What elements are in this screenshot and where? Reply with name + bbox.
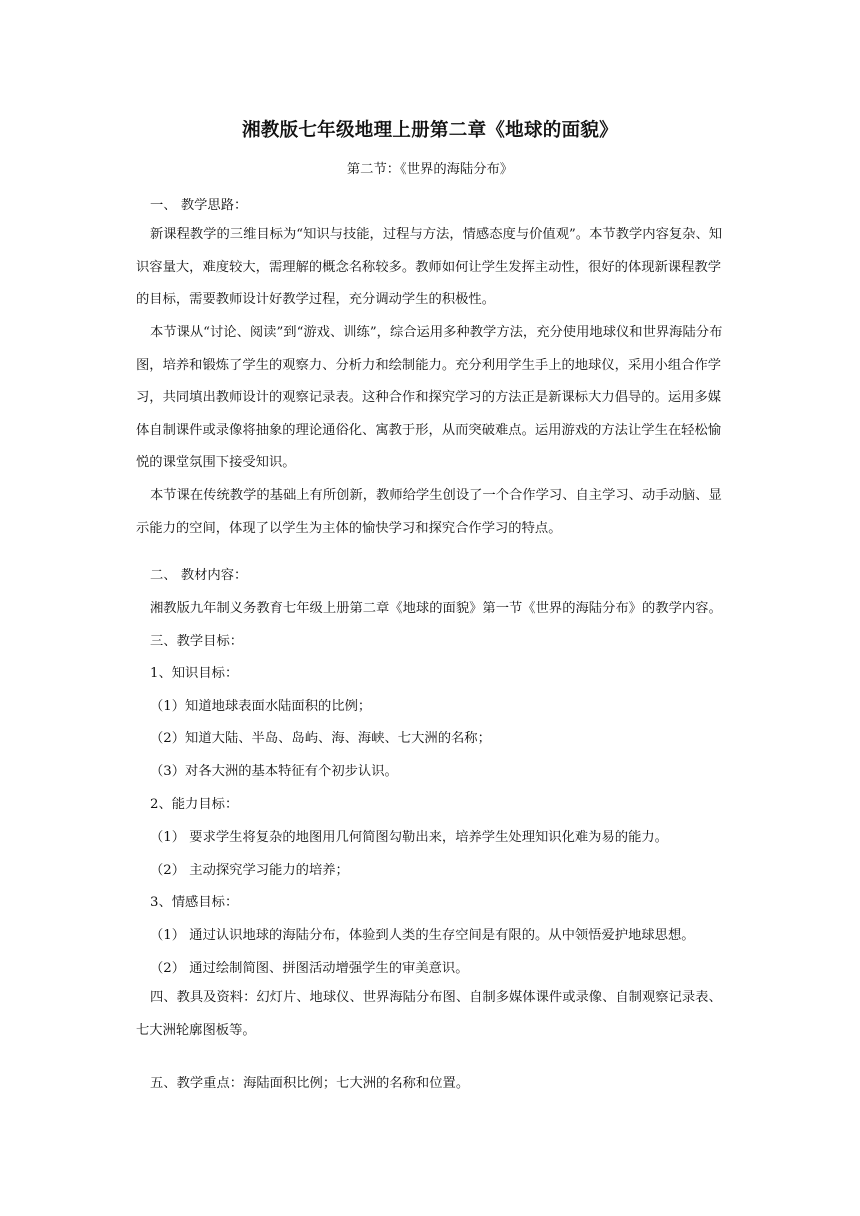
list-item-emotion-goal-1: （1） 通过认识地球的海陆分布，体验到人类的生存空间是有限的。从中领悟爱护地球思想。 — [150, 928, 695, 943]
paragraph-teaching-methods: 本节课从“讨论、阅读”到“游戏、训练”，综合运用多种教学方法，充分使用地球仪和世界海陆分布图，培养和锻炼了学生的观察力、分析力和绘制能力。充分利用学生手上的地球仪，采用小组合作学习，共同填出教师设计的观察记录表。这种合作和探究学习的方法正是新课标大力倡导的。运用多媒体自制课件或录像将抽象的理论通俗化、寓教于形，从而突破难点。运用游戏的方法让学生在轻松愉悦的课堂氛围下接受知识。 — [136, 325, 723, 470]
heading-teaching-goals: 三、教学目标： — [150, 634, 244, 649]
paragraph-key-points: 五、教学重点：海陆面积比例；七大洲的名称和位置。 — [150, 1076, 470, 1091]
paragraph-three-dimensional-goals: 新课程教学的三维目标为“知识与技能，过程与方法，情感态度与价值观”。本节教学内容复杂、知识容量大，难度较大，需理解的概念名称较多。教师如何让学生发挥主动性，很好的体现新课程教学的目标，需要教师设计好教学过程，充分调动学生的积极性。 — [136, 227, 723, 307]
heading-teaching-material: 二、 教材内容： — [150, 568, 248, 583]
heading-ability-goals: 2、能力目标： — [150, 797, 239, 812]
document-title: 湘教版七年级地理上册第二章《地球的面貌》 — [241, 120, 618, 141]
document-subtitle: 第二节：《世界的海陆分布》 — [346, 162, 514, 177]
list-item-knowledge-goal-3: （3）对各大洲的基本特征有个初步认识。 — [150, 764, 398, 779]
heading-teaching-approach: 一、 教学思路： — [150, 198, 248, 213]
heading-emotion-goals: 3、情感目标： — [150, 895, 239, 910]
list-item-ability-goal-1: （1） 要求学生将复杂的地图用几何简图勾勒出来，培养学生处理知识化难为易的能力。 — [150, 830, 668, 845]
paragraph-material-content: 湘教版九年制义务教育七年级上册第二章《地球的面貌》第一节《世界的海陆分布》的教学内容。 — [150, 601, 722, 616]
list-item-knowledge-goal-2: （2）知道大陆、半岛、岛屿、海、海峡、七大洲的名称； — [150, 731, 491, 746]
paragraph-innovation: 本节课在传统教学的基础上有所创新，教师给学生创设了一个合作学习、自主学习、动手动脑、显示能力的空间，体现了以学生为主体的愉快学习和探究合作学习的特点。 — [136, 488, 722, 536]
list-item-ability-goal-2: （2） 主动探究学习能力的培养； — [150, 863, 349, 878]
paragraph-teaching-aids: 四、教具及资料：幻灯片、地球仪、世界海陆分布图、自制多媒体课件或录像、自制观察记录表、七大洲轮廓图板等。 — [136, 990, 722, 1038]
list-item-knowledge-goal-1: （1）知道地球表面水陆面积的比例； — [150, 699, 372, 714]
heading-knowledge-goals: 1、知识目标： — [150, 666, 239, 681]
list-item-emotion-goal-2: （2） 通过绘制简图、拼图活动增强学生的审美意识。 — [150, 961, 469, 976]
